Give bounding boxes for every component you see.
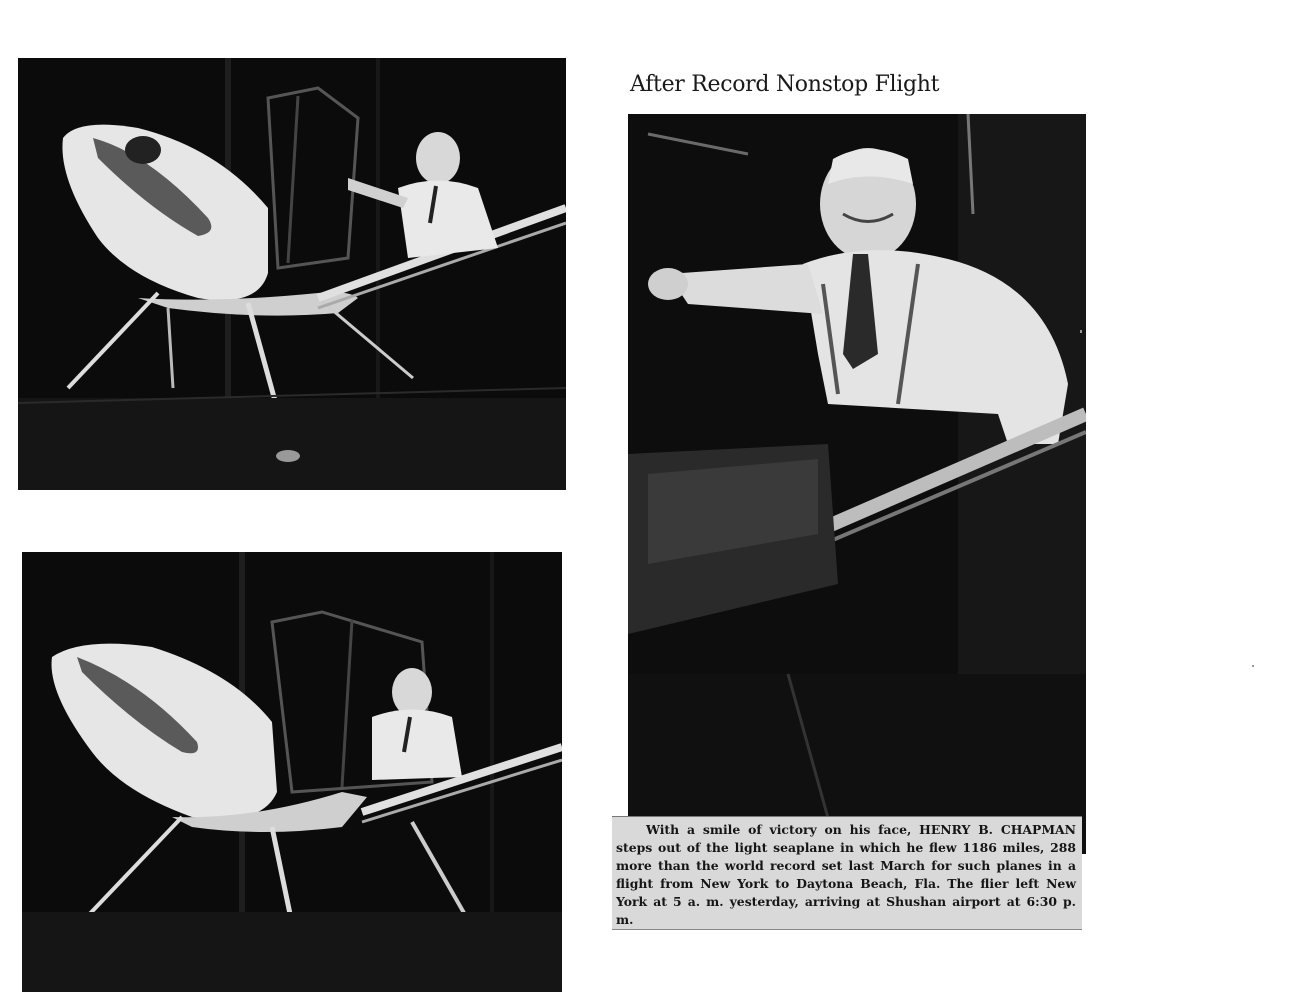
photo-seaplane-pilot-seated [22, 552, 562, 992]
scan-speck [1080, 330, 1082, 333]
photo-caption: With a smile of victory on his face, HENRY B. CHAPMAN steps out of the light seaplane in which he flew 1186 miles, 288 more than the world record set last March for such planes in a flight from New York to Daytona Beach, Fla. The flier left New York at 5 a. m. yesterday, arriving at Shushan airport at 6:30 p. m. [616, 822, 1076, 927]
scan-speck [1252, 665, 1254, 667]
clipping-headline: After Record Nonstop Flight [630, 72, 940, 97]
photo-pilot-exiting-seaplane [628, 114, 1086, 854]
photo-seaplane-pilot-standing [18, 58, 566, 490]
caption-box [612, 816, 1082, 930]
newspaper-clipping [612, 64, 1092, 928]
